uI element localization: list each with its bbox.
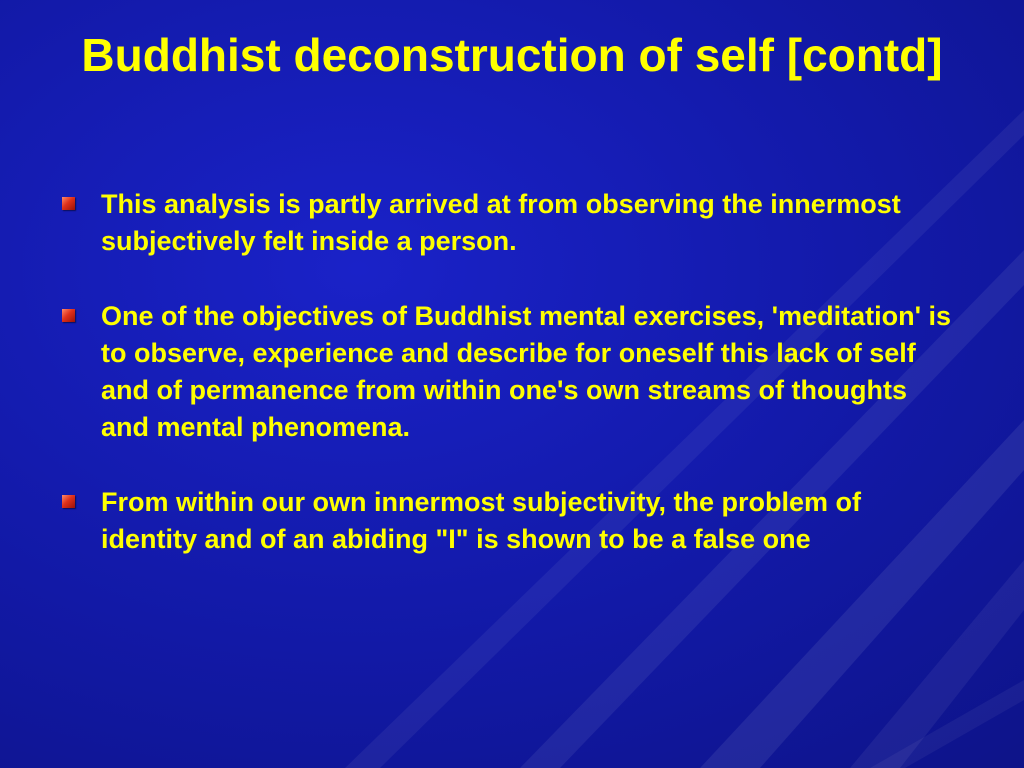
square-bullet-icon [62,495,75,508]
bullet-text: From within our own innermost subjectivity, the problem of identity and of an abiding "I" is shown to be a false one [101,487,862,554]
bullet-item [60,186,960,260]
bullet-text: This analysis is partly arrived at from observing the innermost subjectively felt inside a person. [101,189,901,256]
bullet-item [60,298,960,446]
slide-title: Buddhist deconstruction of self [contd] [81,29,943,81]
square-bullet-icon [62,309,75,322]
bullet-text: One of the objectives of Buddhist mental exercises, 'meditation' is to observe, experience and describe for oneself this lack of self and of permanence from within one's own streams of thoughts and mental phenomena. [101,301,952,442]
square-bullet-icon [62,197,75,210]
bullet-item [60,484,960,558]
bullet-list [60,186,960,596]
